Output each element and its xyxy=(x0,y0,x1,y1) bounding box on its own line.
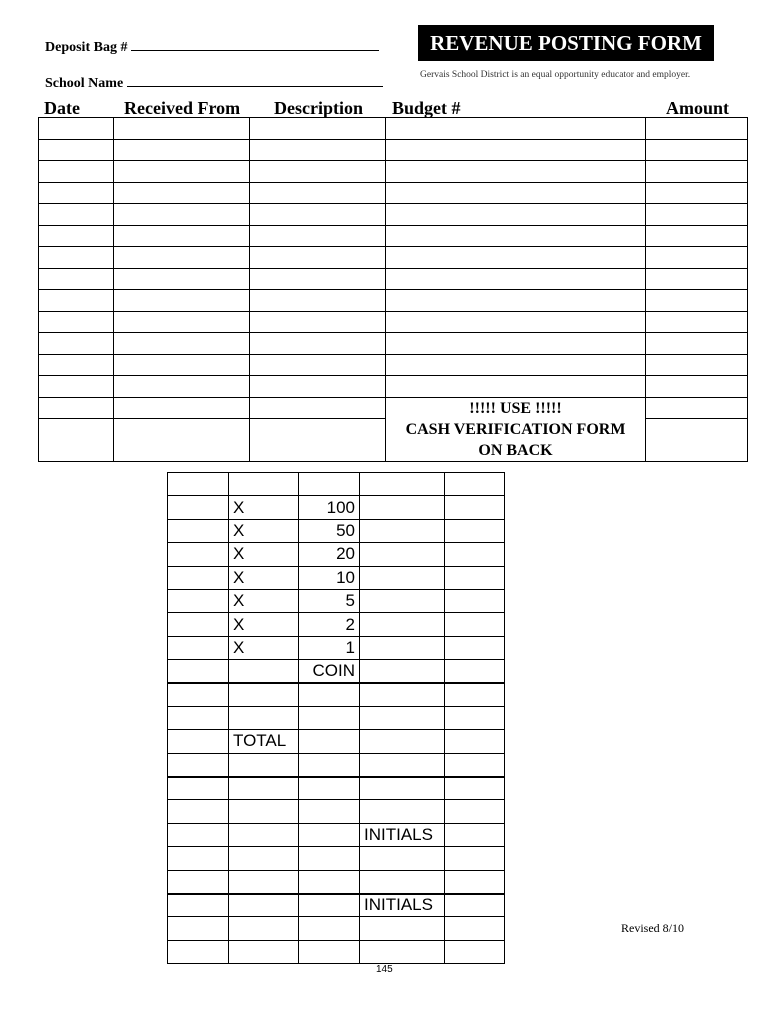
description-cell[interactable] xyxy=(250,182,386,204)
received-from-cell[interactable] xyxy=(114,247,250,269)
school-name-label: School Name xyxy=(45,76,124,91)
cash-row xyxy=(168,473,505,496)
cash-cell[interactable] xyxy=(168,473,229,496)
denomination-value: 2 xyxy=(299,613,360,636)
cash-cell[interactable] xyxy=(299,823,360,846)
cash-cell[interactable] xyxy=(360,660,445,683)
cash-cell[interactable] xyxy=(168,777,229,800)
cash-cell[interactable] xyxy=(299,870,360,893)
cash-row xyxy=(168,870,505,893)
cash-cell[interactable] xyxy=(168,894,229,917)
school-name-line[interactable] xyxy=(127,74,383,87)
date-cell[interactable] xyxy=(39,247,114,269)
cash-cell[interactable] xyxy=(360,496,445,519)
amount-cell[interactable] xyxy=(646,225,748,247)
revised-date: Revised 8/10 xyxy=(621,921,684,935)
cash-row xyxy=(168,496,505,519)
posting-row xyxy=(39,118,748,140)
amount-cell[interactable] xyxy=(646,139,748,161)
cash-cell[interactable] xyxy=(168,730,229,753)
cash-row xyxy=(168,660,505,683)
cash-row xyxy=(168,823,505,846)
posting-row xyxy=(39,139,748,161)
cash-cell[interactable] xyxy=(360,917,445,940)
cash-row xyxy=(168,940,505,963)
cash-row xyxy=(168,613,505,636)
cash-cell[interactable] xyxy=(299,683,360,706)
received-from-cell[interactable] xyxy=(114,397,250,419)
description-cell[interactable] xyxy=(250,225,386,247)
cash-cell[interactable] xyxy=(299,473,360,496)
cash-cell[interactable] xyxy=(360,847,445,870)
cash-cell[interactable] xyxy=(445,519,505,542)
cash-cell[interactable] xyxy=(229,683,299,706)
cash-cell[interactable] xyxy=(168,847,229,870)
amount-cell[interactable] xyxy=(646,290,748,312)
school-name-field[interactable] xyxy=(45,74,383,92)
cash-cell[interactable] xyxy=(445,777,505,800)
denomination-value: 10 xyxy=(299,566,360,589)
cash-cell[interactable] xyxy=(168,636,229,659)
posting-row xyxy=(39,397,748,419)
cash-cell[interactable] xyxy=(229,894,299,917)
received-from-cell[interactable] xyxy=(114,225,250,247)
received-from-cell[interactable] xyxy=(114,376,250,398)
budget-cell[interactable] xyxy=(386,311,646,333)
date-cell[interactable] xyxy=(39,139,114,161)
amount-cell[interactable] xyxy=(646,118,748,140)
cash-row xyxy=(168,566,505,589)
col-header-budget: Budget # xyxy=(392,98,461,118)
description-cell[interactable] xyxy=(250,290,386,312)
cash-cell[interactable] xyxy=(168,613,229,636)
cash-row xyxy=(168,800,505,823)
cash-cell[interactable] xyxy=(229,823,299,846)
col-header-description: Description xyxy=(274,98,363,118)
denomination-value: 50 xyxy=(299,519,360,542)
cash-cell[interactable] xyxy=(229,473,299,496)
cash-row xyxy=(168,917,505,940)
denomination-value: 100 xyxy=(299,496,360,519)
description-cell[interactable] xyxy=(250,376,386,398)
notice-line-2: CASH VERIFICATION FORM xyxy=(405,420,626,438)
amount-cell[interactable] xyxy=(646,397,748,419)
amount-cell[interactable] xyxy=(646,311,748,333)
cash-cell[interactable] xyxy=(229,753,299,776)
date-cell[interactable] xyxy=(39,376,114,398)
posting-row xyxy=(39,354,748,376)
received-from-cell[interactable] xyxy=(114,290,250,312)
description-cell[interactable] xyxy=(250,139,386,161)
date-cell[interactable] xyxy=(39,311,114,333)
cash-cell[interactable] xyxy=(445,706,505,729)
cash-cell[interactable] xyxy=(445,870,505,893)
cash-row xyxy=(168,589,505,612)
received-from-cell[interactable] xyxy=(114,139,250,161)
budget-cell[interactable] xyxy=(386,139,646,161)
budget-cell[interactable] xyxy=(386,225,646,247)
cash-cell[interactable] xyxy=(445,473,505,496)
cash-cell[interactable] xyxy=(445,613,505,636)
date-cell[interactable] xyxy=(39,225,114,247)
cash-cell[interactable] xyxy=(299,917,360,940)
cash-cell[interactable] xyxy=(168,683,229,706)
budget-cell[interactable] xyxy=(386,333,646,355)
description-cell[interactable] xyxy=(250,397,386,419)
cash-cell[interactable] xyxy=(299,847,360,870)
cash-cell[interactable] xyxy=(360,940,445,963)
cash-cell[interactable] xyxy=(168,660,229,683)
cash-cell[interactable] xyxy=(445,894,505,917)
posting-row xyxy=(39,247,748,269)
deposit-bag-label: Deposit Bag # xyxy=(45,40,128,55)
cash-cell[interactable] xyxy=(445,660,505,683)
cash-cell[interactable] xyxy=(229,660,299,683)
description-cell[interactable] xyxy=(250,354,386,376)
description-cell[interactable] xyxy=(250,118,386,140)
date-cell[interactable] xyxy=(39,419,114,462)
received-from-cell[interactable] xyxy=(114,419,250,462)
received-from-cell[interactable] xyxy=(114,118,250,140)
cash-cell[interactable] xyxy=(168,940,229,963)
deposit-bag-line[interactable] xyxy=(131,38,379,51)
cash-cell[interactable] xyxy=(168,870,229,893)
cash-row xyxy=(168,706,505,729)
cash-cell[interactable] xyxy=(229,917,299,940)
denomination-value: 20 xyxy=(299,543,360,566)
cash-cell[interactable] xyxy=(360,870,445,893)
multiplier-x: X xyxy=(229,496,299,519)
description-cell[interactable] xyxy=(250,161,386,183)
posting-row xyxy=(39,182,748,204)
multiplier-x: X xyxy=(229,543,299,566)
cash-row xyxy=(168,543,505,566)
budget-cell[interactable] xyxy=(386,354,646,376)
col-header-amount: Amount xyxy=(666,98,730,118)
cash-cell[interactable] xyxy=(299,777,360,800)
amount-cell[interactable] xyxy=(646,182,748,204)
posting-row xyxy=(39,419,748,462)
form-title: REVENUE POSTING FORM xyxy=(418,25,714,61)
posting-row xyxy=(39,268,748,290)
cash-cell[interactable] xyxy=(299,730,360,753)
received-from-cell[interactable] xyxy=(114,354,250,376)
cash-cell[interactable] xyxy=(168,519,229,542)
cash-cell[interactable] xyxy=(229,870,299,893)
cash-row xyxy=(168,753,505,776)
received-from-cell[interactable] xyxy=(114,182,250,204)
date-cell[interactable] xyxy=(39,268,114,290)
amount-cell[interactable] xyxy=(646,247,748,269)
cash-cell[interactable] xyxy=(360,473,445,496)
posting-row xyxy=(39,204,748,226)
cash-row xyxy=(168,894,505,917)
multiplier-x: X xyxy=(229,589,299,612)
initials-label: INITIALS xyxy=(360,894,445,917)
description-cell[interactable] xyxy=(250,204,386,226)
cash-cell[interactable] xyxy=(445,589,505,612)
cash-cell[interactable] xyxy=(168,496,229,519)
multiplier-x: X xyxy=(229,519,299,542)
cash-cell[interactable] xyxy=(299,940,360,963)
coin-label: COIN xyxy=(299,660,360,683)
total-label: TOTAL xyxy=(229,730,299,753)
cash-cell[interactable] xyxy=(360,730,445,753)
cash-cell[interactable] xyxy=(360,753,445,776)
cash-cell[interactable] xyxy=(445,940,505,963)
cash-cell[interactable] xyxy=(360,777,445,800)
cash-row xyxy=(168,519,505,542)
cash-cell[interactable] xyxy=(168,823,229,846)
description-cell[interactable] xyxy=(250,311,386,333)
cash-cell[interactable] xyxy=(445,753,505,776)
description-cell[interactable] xyxy=(250,419,386,462)
deposit-bag-field[interactable] xyxy=(45,38,379,56)
date-cell[interactable] xyxy=(39,290,114,312)
notice-line-1: !!!!! USE !!!!! xyxy=(386,397,646,419)
posting-row xyxy=(39,290,748,312)
received-from-cell[interactable] xyxy=(114,268,250,290)
posting-row xyxy=(39,376,748,398)
date-cell[interactable] xyxy=(39,182,114,204)
eo-statement: Gervais School District is an equal opportunity educator and employer. xyxy=(420,70,691,80)
cash-cell[interactable] xyxy=(168,800,229,823)
description-cell[interactable] xyxy=(250,333,386,355)
date-cell[interactable] xyxy=(39,354,114,376)
cash-cell[interactable] xyxy=(299,753,360,776)
cash-row xyxy=(168,683,505,706)
cash-row xyxy=(168,847,505,870)
cash-verification-table xyxy=(167,472,505,964)
cash-cell[interactable] xyxy=(168,543,229,566)
received-from-cell[interactable] xyxy=(114,311,250,333)
cash-cell[interactable] xyxy=(168,753,229,776)
denomination-value: 5 xyxy=(299,589,360,612)
amount-cell[interactable] xyxy=(646,333,748,355)
cash-cell[interactable] xyxy=(229,940,299,963)
description-cell[interactable] xyxy=(250,268,386,290)
received-from-cell[interactable] xyxy=(114,161,250,183)
date-cell[interactable] xyxy=(39,333,114,355)
cash-cell[interactable] xyxy=(445,636,505,659)
cash-cell[interactable] xyxy=(445,823,505,846)
cash-row xyxy=(168,730,505,753)
budget-cell xyxy=(386,419,646,462)
cash-cell[interactable] xyxy=(229,777,299,800)
cash-cell[interactable] xyxy=(360,543,445,566)
date-cell[interactable] xyxy=(39,397,114,419)
multiplier-x: X xyxy=(229,636,299,659)
cash-cell[interactable] xyxy=(445,496,505,519)
cash-cell[interactable] xyxy=(445,800,505,823)
cash-cell[interactable] xyxy=(229,706,299,729)
cash-cell[interactable] xyxy=(445,917,505,940)
amount-cell[interactable] xyxy=(646,204,748,226)
cash-cell[interactable] xyxy=(360,519,445,542)
budget-cell[interactable] xyxy=(386,161,646,183)
cash-cell[interactable] xyxy=(360,800,445,823)
posting-row xyxy=(39,333,748,355)
cash-cell[interactable] xyxy=(229,847,299,870)
cash-row xyxy=(168,636,505,659)
multiplier-x: X xyxy=(229,613,299,636)
posting-row xyxy=(39,225,748,247)
budget-cell[interactable] xyxy=(386,268,646,290)
multiplier-x: X xyxy=(229,566,299,589)
budget-cell[interactable] xyxy=(386,118,646,140)
cash-cell[interactable] xyxy=(299,894,360,917)
cash-cell[interactable] xyxy=(168,566,229,589)
budget-cell[interactable] xyxy=(386,204,646,226)
initials-label: INITIALS xyxy=(360,823,445,846)
cash-cell[interactable] xyxy=(299,800,360,823)
denomination-value: 1 xyxy=(299,636,360,659)
cash-cell[interactable] xyxy=(168,917,229,940)
cash-cell[interactable] xyxy=(360,589,445,612)
revenue-posting-table xyxy=(38,117,748,462)
cash-cell[interactable] xyxy=(445,566,505,589)
date-cell[interactable] xyxy=(39,118,114,140)
cash-cell[interactable] xyxy=(360,706,445,729)
cash-cell[interactable] xyxy=(360,636,445,659)
page-number: 145 xyxy=(376,964,393,975)
date-cell[interactable] xyxy=(39,204,114,226)
cash-cell[interactable] xyxy=(445,683,505,706)
cash-cell[interactable] xyxy=(360,683,445,706)
amount-cell[interactable] xyxy=(646,376,748,398)
cash-cell[interactable] xyxy=(360,566,445,589)
cash-cell[interactable] xyxy=(445,730,505,753)
col-header-received-from: Received From xyxy=(124,98,241,118)
cash-cell[interactable] xyxy=(445,543,505,566)
amount-cell[interactable] xyxy=(646,161,748,183)
posting-row xyxy=(39,161,748,183)
amount-cell[interactable] xyxy=(646,268,748,290)
budget-cell[interactable] xyxy=(386,247,646,269)
notice-line-3: ON BACK xyxy=(478,441,553,459)
cash-row xyxy=(168,777,505,800)
amount-cell[interactable] xyxy=(646,419,748,462)
cash-cell[interactable] xyxy=(299,706,360,729)
cash-cell[interactable] xyxy=(360,613,445,636)
budget-cell[interactable] xyxy=(386,376,646,398)
date-cell[interactable] xyxy=(39,161,114,183)
budget-cell[interactable] xyxy=(386,290,646,312)
received-from-cell[interactable] xyxy=(114,204,250,226)
received-from-cell[interactable] xyxy=(114,333,250,355)
cash-cell[interactable] xyxy=(445,847,505,870)
posting-row xyxy=(39,311,748,333)
col-header-date: Date xyxy=(44,98,80,118)
amount-cell[interactable] xyxy=(646,354,748,376)
cash-cell[interactable] xyxy=(168,706,229,729)
budget-cell[interactable] xyxy=(386,182,646,204)
description-cell[interactable] xyxy=(250,247,386,269)
cash-cell[interactable] xyxy=(168,589,229,612)
cash-cell[interactable] xyxy=(229,800,299,823)
